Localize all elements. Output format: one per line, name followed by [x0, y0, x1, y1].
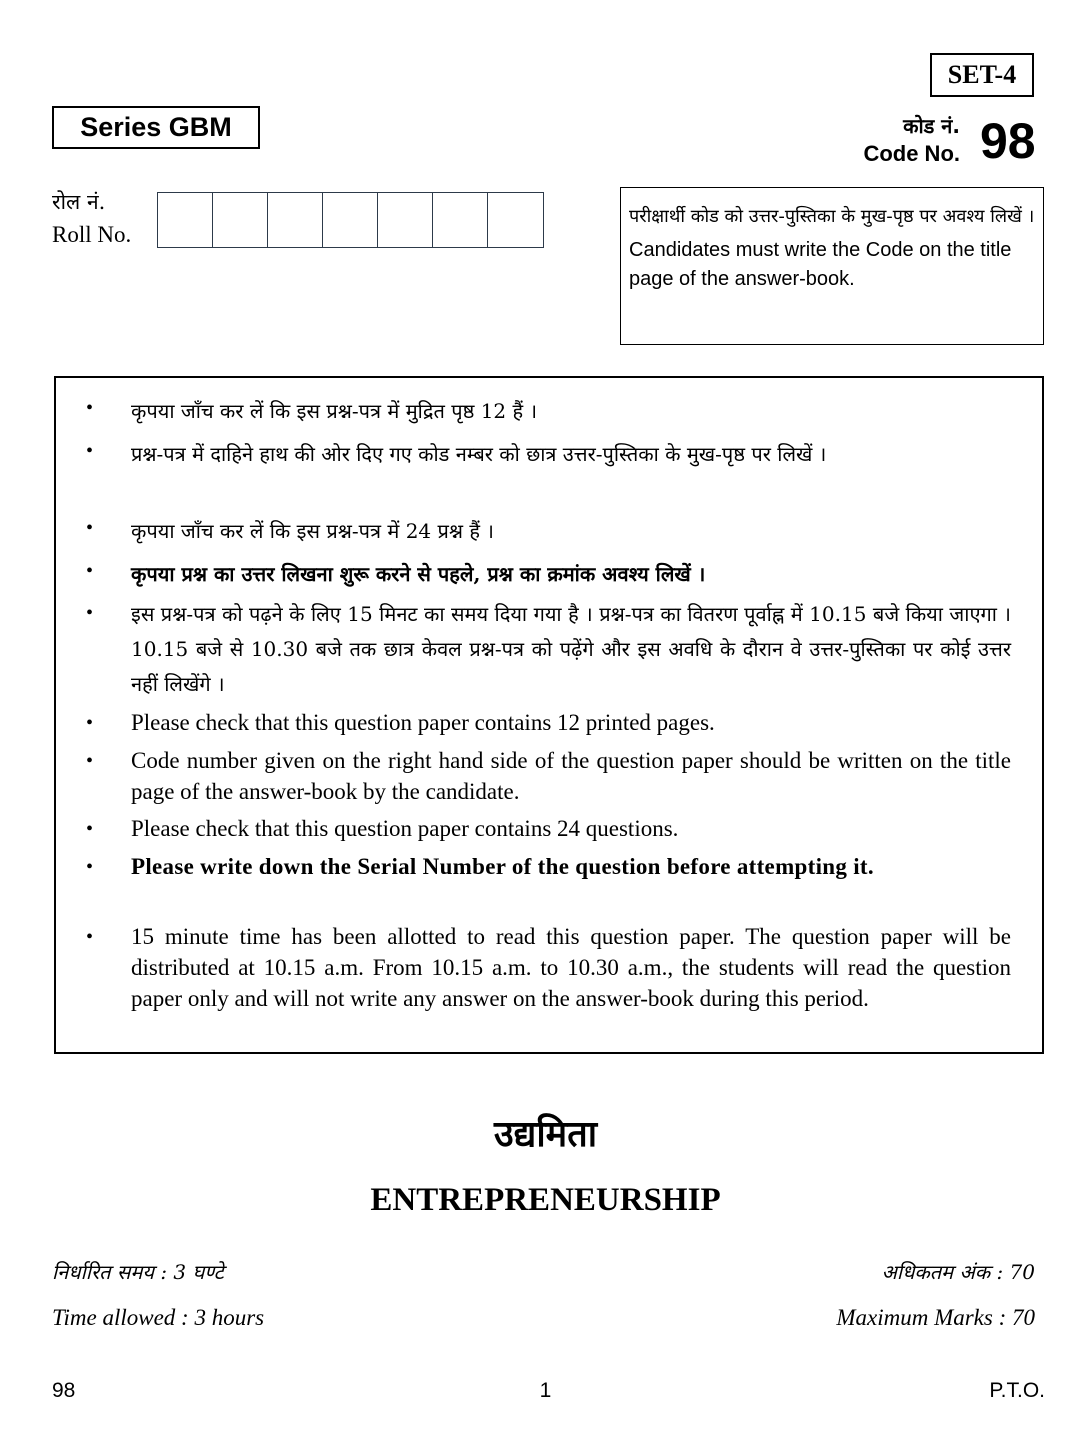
time-allowed-english: Time allowed : 3 hours — [52, 1305, 265, 1330]
instruction-hi-2: प्रश्न-पत्र में दाहिने हाथ की ओर दिए गए कोड नम्बर को छात्र उत्तर-पुस्तिका के मुख-पृष्ठ पर लिखें । — [131, 442, 827, 466]
bullet: • — [86, 517, 94, 539]
pto-label: P.T.O. — [989, 1379, 1045, 1402]
bullet: • — [86, 712, 94, 734]
candidate-note-english: Candidates must write the Code on the title page of the answer-book. — [629, 239, 1012, 290]
maximum-marks-hindi: अधिकतम अंक : 70 — [881, 1260, 1035, 1284]
roll-label-english: Roll No. — [52, 222, 132, 247]
instruction-hi-1: कृपया जाँच कर लें कि इस प्रश्न-पत्र में मुद्रित पृष्ठ 12 हैं । — [131, 399, 538, 423]
roll-box[interactable] — [488, 193, 543, 247]
maximum-marks-english: Maximum Marks : 70 — [836, 1305, 1035, 1330]
roll-box[interactable] — [268, 193, 323, 247]
candidate-note-hindi: परीक्षार्थी कोड को उत्तर-पुस्तिका के मुख-पृष्ठ पर अवश्य लिखें । — [629, 206, 1035, 227]
code-label-english: Code No. — [863, 141, 960, 166]
code-number: 98 — [980, 113, 1036, 169]
subject-title-hindi: उद्यमिता — [493, 1114, 598, 1155]
subject-title-english: ENTREPRENEURSHIP — [370, 1182, 721, 1218]
instruction-en-5: 15 minute time has been allotted to read this question paper. The question paper will be distributed at 10.15 a.m. From 10.15 a.m. to 10.30 a.m., the students will read the question paper only and will not write any answer on the answer-book during this period. — [131, 924, 1011, 1011]
bullet: • — [86, 602, 94, 624]
instruction-hi-5: इस प्रश्न-पत्र को पढ़ने के लिए 15 मिनट का समय दिया गया है । प्रश्न-पत्र का वितरण पूर्वाह्न में 10.15 बजे किया जाएगा । 10.15 बजे से 10.30 बजे तक छात्र केवल प्रश्न-पत्र को पढ़ेंगे और इस अवधि के दौरान वे उत्तर-पुस्तिका पर कोई उत्तर नहीं लिखेंगे । — [131, 602, 1011, 696]
footer-code: 98 — [52, 1379, 76, 1402]
bullet: • — [86, 440, 94, 462]
roll-box[interactable] — [213, 193, 268, 247]
set-label: SET-4 — [930, 53, 1034, 97]
series-label: Series GBM — [52, 106, 260, 149]
roll-label-hindi: रोल नं. — [52, 190, 106, 214]
roll-box[interactable] — [323, 193, 378, 247]
instruction-en-4: Please write down the Serial Number of the question before attempting it. — [131, 854, 874, 879]
page-number: 1 — [539, 1379, 552, 1402]
code-label-hindi: कोड नं. — [903, 114, 960, 138]
bullet: • — [86, 750, 94, 772]
bullet: • — [86, 856, 94, 878]
instruction-en-2: Code number given on the right hand side of the question paper should be written on the title page of the answer-book by the candidate. — [131, 748, 1011, 804]
roll-box[interactable] — [433, 193, 488, 247]
instruction-hi-4: कृपया प्रश्न का उत्तर लिखना शुरू करने से पहले, प्रश्न का क्रमांक अवश्य लिखें । — [131, 562, 706, 586]
roll-number-boxes[interactable] — [157, 192, 544, 248]
bullet: • — [86, 560, 94, 582]
roll-box[interactable] — [378, 193, 433, 247]
bullet: • — [86, 818, 94, 840]
instruction-hi-3: कृपया जाँच कर लें कि इस प्रश्न-पत्र में 24 प्रश्न हैं । — [131, 519, 494, 543]
bullet: • — [86, 397, 94, 419]
bullet: • — [86, 926, 94, 948]
roll-box[interactable] — [158, 193, 213, 247]
time-allowed-hindi: निर्धारित समय : 3 घण्टे — [52, 1260, 224, 1284]
instruction-en-1: Please check that this question paper contains 12 printed pages. — [131, 710, 715, 735]
candidate-note-box — [620, 187, 1044, 345]
instruction-en-3: Please check that this question paper contains 24 questions. — [131, 816, 679, 841]
